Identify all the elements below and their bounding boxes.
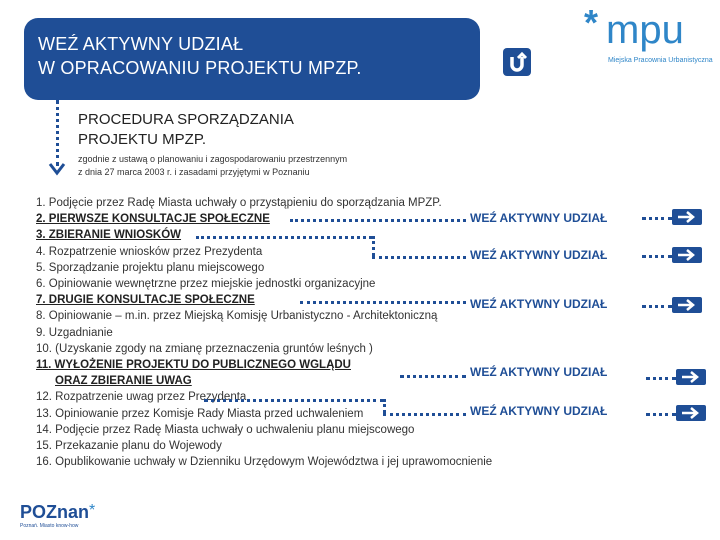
list-item-public-display[interactable]: 11. WYŁOŻENIE PROJEKTU DO PUBLICZNEGO WGLĄDU bbox=[36, 359, 351, 372]
cta-label[interactable]: WEŹ AKTYWNY UDZIAŁ bbox=[470, 365, 608, 379]
connector-dots bbox=[400, 375, 466, 378]
mpu-logo-subtitle: Miejska Pracownia Urbanistyczna bbox=[608, 57, 713, 64]
connector-dots bbox=[642, 255, 672, 258]
connector-dots bbox=[642, 217, 672, 220]
mpu-logo bbox=[584, 2, 713, 66]
list-item-collecting-requests[interactable]: 3. ZBIERANIE WNIOSKÓW bbox=[36, 229, 182, 242]
header-banner bbox=[24, 18, 480, 100]
return-icon[interactable] bbox=[503, 48, 531, 76]
procedure-title bbox=[78, 110, 294, 150]
arrow-right-button[interactable] bbox=[676, 369, 706, 385]
procedure-subtitle-line2: z dnia 27 marca 2003 r. i zasadami przyjętymi w Poznaniu bbox=[78, 167, 310, 177]
poznan-logo-tagline: Poznań. Miasto know-how bbox=[20, 523, 79, 529]
list-item: 12. Rozpatrzenie uwag przez Prezydenta bbox=[36, 391, 247, 404]
procedure-subtitle bbox=[78, 153, 347, 179]
cta-label[interactable]: WEŹ AKTYWNY UDZIAŁ bbox=[470, 248, 608, 262]
list-item-collecting-comments[interactable]: ORAZ ZBIERANIE UWAG bbox=[55, 375, 192, 388]
connector-dots bbox=[290, 219, 466, 222]
connector-dots bbox=[642, 305, 672, 308]
arrow-right-icon bbox=[681, 371, 701, 383]
banner-title-line2: W OPRACOWANIU PROJEKTU MPZP. bbox=[38, 58, 362, 78]
mpu-logo-word: mpu bbox=[606, 8, 684, 52]
arrow-right-icon bbox=[681, 407, 701, 419]
connector-dots bbox=[383, 399, 386, 413]
poznan-logo-star: * bbox=[89, 502, 96, 519]
connector-dots bbox=[196, 236, 372, 239]
arrow-right-icon bbox=[677, 249, 697, 261]
arrow-right-button[interactable] bbox=[672, 209, 702, 225]
list-item: 5. Sporządzanie projektu planu miejscowego bbox=[36, 261, 265, 274]
connector-dots bbox=[372, 256, 466, 259]
list-item: 4. Rozpatrzenie wniosków przez Prezydenta bbox=[36, 245, 263, 258]
procedure-title-line2: PROJEKTU MPZP. bbox=[78, 131, 207, 148]
poznan-logo-word: POZnan bbox=[20, 502, 90, 522]
arrow-right-icon bbox=[677, 299, 697, 311]
mpu-logo-star: * bbox=[584, 2, 599, 43]
procedure-title-line1: PROCEDURA SPORZĄDZANIA bbox=[78, 111, 294, 128]
list-item: 15. Przekazanie planu do Wojewody bbox=[36, 440, 222, 453]
arrow-right-button[interactable] bbox=[672, 297, 702, 313]
banner-title-line1: WEŹ AKTYWNY UDZIAŁ bbox=[38, 34, 244, 54]
connector-dots bbox=[646, 377, 676, 380]
arrow-right-button[interactable] bbox=[672, 247, 702, 263]
list-item: 10. (Uzyskanie zgody na zmianę przeznaczenia gruntów leśnych ) bbox=[36, 342, 373, 355]
cta-label[interactable]: WEŹ AKTYWNY UDZIAŁ bbox=[470, 404, 608, 418]
list-item: 14. Podjęcie przez Radę Miasta uchwały o uchwaleniu planu miejscowego bbox=[36, 423, 415, 436]
procedure-subtitle-line1: zgodnie z ustawą o planowaniu i zagospodarowaniu przestrzennym bbox=[78, 154, 348, 164]
connector-dots bbox=[646, 413, 676, 416]
connector-dots bbox=[300, 301, 466, 304]
cta-label[interactable]: WEŹ AKTYWNY UDZIAŁ bbox=[470, 297, 608, 311]
list-item: 9. Uzgadnianie bbox=[36, 326, 113, 339]
connector-dots bbox=[383, 413, 466, 416]
cta-label[interactable]: WEŹ AKTYWNY UDZIAŁ bbox=[470, 211, 608, 225]
list-item: 13. Opiniowanie przez Komisje Rady Miasta przed uchwaleniem bbox=[36, 407, 364, 420]
list-item: 6. Opiniowanie wewnętrzne przez miejskie jednostki organizacyjne bbox=[36, 278, 376, 291]
list-item: 1. Podjęcie przez Radę Miasta uchwały o przystąpieniu do sporządzania MPZP. bbox=[36, 197, 442, 209]
arrow-right-icon bbox=[677, 211, 697, 223]
connector-dots bbox=[372, 236, 375, 256]
vertical-dotted-connector bbox=[56, 100, 59, 166]
connector-dots bbox=[204, 399, 384, 402]
list-item: 8. Opiniowanie – m.in. przez Miejską Komisję Urbanistyczno - Architektoniczną bbox=[36, 310, 438, 323]
list-item: 16. Opublikowanie uchwały w Dzienniku Urzędowym Województwa i jej uprawomocnienie bbox=[36, 456, 493, 469]
poznan-logo bbox=[20, 502, 95, 529]
list-item-first-consultations[interactable]: 2. PIERWSZE KONSULTACJE SPOŁECZNE bbox=[36, 213, 270, 226]
arrow-right-button[interactable] bbox=[676, 405, 706, 421]
down-arrow-icon bbox=[48, 162, 66, 176]
list-item-second-consultations[interactable]: 7. DRUGIE KONSULTACJE SPOŁECZNE bbox=[36, 294, 255, 307]
